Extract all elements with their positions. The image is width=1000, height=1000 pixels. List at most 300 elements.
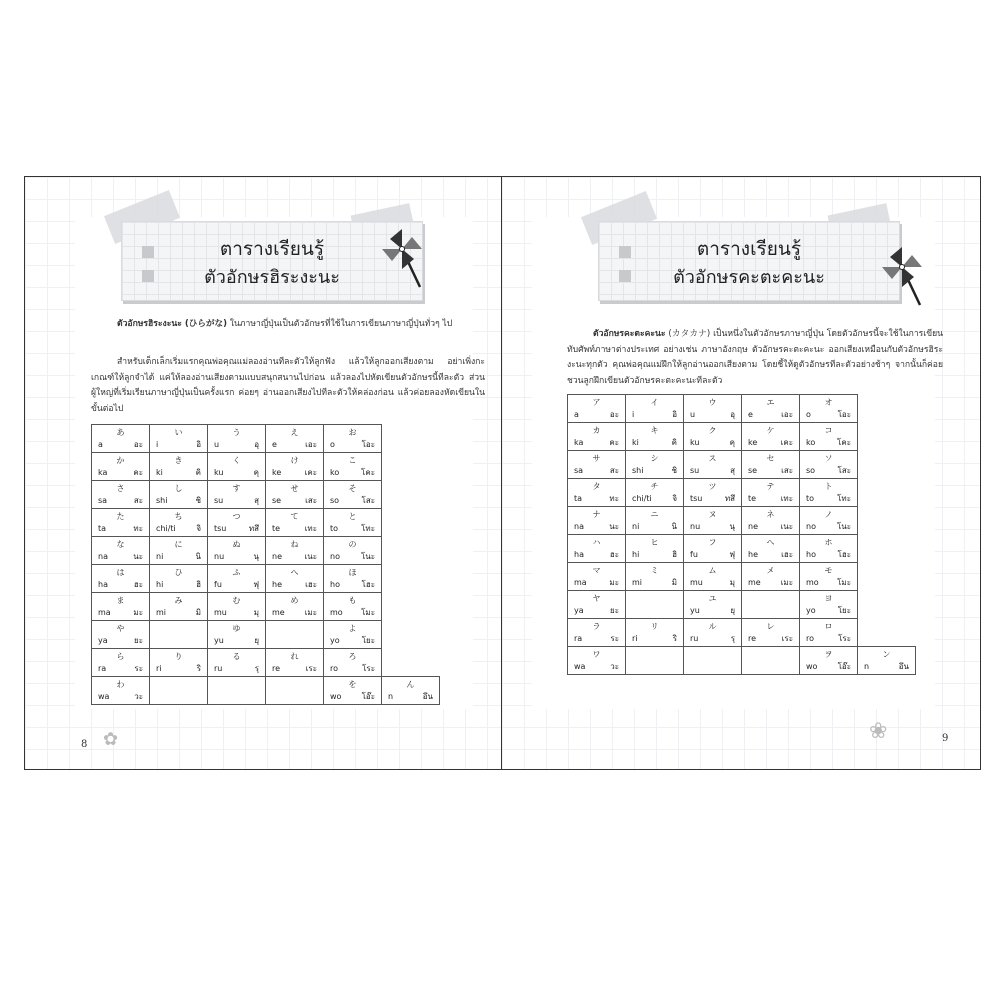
thai-reading: โฮะ	[361, 580, 375, 589]
thai-reading: โอ๊ะ	[361, 692, 375, 701]
reading-row	[92, 523, 149, 535]
thai-reading: เมะ	[780, 578, 793, 587]
thai-reading: ทสึ	[724, 494, 735, 503]
kana-cell	[684, 451, 742, 479]
romaji: ni	[156, 552, 164, 561]
kana-char: ネ	[766, 510, 775, 519]
thai-reading: ยะ	[610, 606, 619, 615]
romaji: o	[330, 440, 335, 449]
thai-reading: ทสึ	[248, 524, 259, 533]
reading-row	[626, 633, 683, 645]
kana-char: く	[232, 456, 241, 465]
romaji: na	[98, 552, 108, 561]
romaji: ma	[98, 608, 111, 617]
thai-reading: ฮะ	[133, 580, 143, 589]
kana-char: ニ	[650, 510, 659, 519]
romaji: ra	[98, 664, 107, 673]
reading-row	[150, 523, 207, 535]
kana-char: せ	[290, 484, 299, 493]
page-title: ตารางเรียนรู้	[219, 238, 325, 260]
thai-reading: นิ	[671, 522, 677, 531]
kana-cell	[800, 647, 858, 675]
kana-char: ソ	[824, 454, 833, 463]
pinwheel-icon	[880, 245, 924, 307]
reading-row	[800, 521, 857, 533]
kana-cell	[266, 565, 324, 593]
kana-char: ワ	[592, 650, 601, 659]
kana-char: ん	[406, 680, 415, 689]
page-subtitle: ตัวอักษรฮิระงะนะ	[204, 267, 340, 288]
reading-row	[92, 691, 149, 703]
thai-reading: เระ	[781, 634, 793, 643]
kana-cell	[684, 647, 742, 675]
kana-cell	[742, 647, 800, 675]
reading-row	[324, 551, 381, 563]
kana-char: る	[232, 652, 241, 661]
kana-char: ツ	[708, 482, 717, 491]
table-row	[568, 619, 916, 647]
reading-row	[92, 551, 149, 563]
romaji: no	[806, 522, 816, 531]
thai-reading: โฮะ	[837, 550, 851, 559]
reading-row	[92, 579, 149, 591]
kana-cell	[800, 451, 858, 479]
romaji: yo	[330, 636, 340, 645]
table-row	[92, 593, 440, 621]
kana-char: ら	[116, 652, 125, 661]
romaji: e	[272, 440, 277, 449]
thai-reading: คิ	[671, 438, 677, 447]
reading-row	[800, 493, 857, 505]
romaji: sa	[574, 466, 584, 475]
reading-row	[684, 577, 741, 589]
reading-row	[568, 577, 625, 589]
reading-row	[266, 663, 323, 675]
kana-cell	[684, 619, 742, 647]
romaji: me	[748, 578, 761, 587]
reading-row	[324, 663, 381, 675]
kana-char: モ	[824, 566, 833, 575]
kana-cell	[324, 537, 382, 565]
empty-space	[382, 453, 440, 481]
romaji: to	[330, 524, 339, 533]
empty-space	[858, 395, 916, 423]
thai-reading: โระ	[838, 634, 851, 643]
thai-reading: โอ๊ะ	[837, 662, 851, 671]
pinwheel-icon	[380, 227, 424, 289]
kana-char: ゆ	[232, 624, 241, 633]
romaji: ro	[806, 634, 815, 643]
kana-cell	[150, 621, 208, 649]
reading-row	[266, 551, 323, 563]
kana-char: ヌ	[708, 510, 717, 519]
romaji: se	[748, 466, 758, 475]
empty-space	[858, 535, 916, 563]
reading-row	[800, 633, 857, 645]
romaji: hi	[156, 580, 164, 589]
reading-row	[742, 521, 799, 533]
romaji: mo	[330, 608, 343, 617]
thai-reading: เอะ	[305, 440, 317, 449]
kana-cell	[800, 479, 858, 507]
thai-reading: โระ	[362, 664, 375, 673]
thai-reading: ชิ	[195, 496, 201, 505]
intro-text: (カタカナ) เป็นหนึ่งในตัวอักษรภาษาญี่ปุ่น โดยตัวอักษรนี้จะใช้ในการเขียนทับศัพท์ภาษาต่างประเทศ อย่างเช่น ภาษาอังกฤษ ตัวอักษรคะตะคะนะ ออกเสียงเหมือนกับตัวอักษรฮิระงะนะทุกตัว คุณพ่อคุณแม่ฝึกให้ลูกอ่านออกเสียงตาม โดยชี้ให้ดูตัวอักษรทีละตัวอย่างช้าๆ จากนั้นก็ค่อยชวนลูกฝึกเขียนตัวอักษรคะตะคะนะทีละตัว	[567, 329, 943, 386]
table-row	[568, 591, 916, 619]
reading-row	[208, 579, 265, 591]
romaji: ki	[632, 438, 639, 447]
kana-cell	[382, 677, 440, 705]
empty-space	[858, 619, 916, 647]
reading-row	[266, 607, 323, 619]
reading-row	[150, 439, 207, 451]
kana-char: う	[232, 428, 241, 437]
kana-char: セ	[766, 454, 775, 463]
thai-reading: มิ	[195, 608, 201, 617]
romaji: me	[272, 608, 285, 617]
thai-reading: โอะ	[361, 440, 375, 449]
kana-cell	[266, 509, 324, 537]
reading-row	[626, 521, 683, 533]
thai-reading: ฮิ	[196, 580, 201, 589]
romaji: wa	[98, 692, 110, 701]
thai-reading: ทะ	[609, 494, 619, 503]
thai-reading: เทะ	[304, 524, 317, 533]
kana-char: フ	[708, 538, 717, 547]
romaji: so	[806, 466, 816, 475]
thai-reading: อึน	[898, 662, 909, 671]
kana-cell	[568, 479, 626, 507]
kana-char: に	[174, 540, 183, 549]
romaji: tsu	[214, 524, 227, 533]
kana-cell	[568, 591, 626, 619]
thai-reading: อิ	[672, 410, 677, 419]
romaji: te	[272, 524, 281, 533]
romaji: ka	[574, 438, 584, 447]
kana-char: ね	[290, 540, 299, 549]
thai-reading: เคะ	[780, 438, 793, 447]
empty-space	[858, 563, 916, 591]
thai-reading: มุ	[253, 608, 259, 617]
romaji: nu	[214, 552, 225, 561]
kana-char: ぬ	[232, 540, 241, 549]
kana-char: チ	[650, 482, 659, 491]
table-row	[568, 451, 916, 479]
romaji: ha	[98, 580, 108, 589]
romaji: wo	[806, 662, 818, 671]
reading-row	[742, 549, 799, 561]
kana-char: ム	[708, 566, 717, 575]
thai-reading: โยะ	[361, 636, 375, 645]
table-row	[92, 537, 440, 565]
table-row	[92, 425, 440, 453]
reading-row	[208, 523, 265, 535]
thai-reading: เทะ	[780, 494, 793, 503]
romaji: chi/ti	[632, 494, 652, 503]
kana-cell	[626, 423, 684, 451]
title-banner	[598, 221, 900, 301]
kana-char: ン	[882, 650, 891, 659]
kana-cell	[800, 619, 858, 647]
kana-char: た	[116, 512, 125, 521]
thai-reading: อุ	[254, 440, 259, 449]
kana-cell	[208, 425, 266, 453]
kana-char: ひ	[174, 568, 183, 577]
thai-reading: รุ	[730, 634, 735, 643]
romaji: ke	[272, 468, 282, 477]
reading-row	[568, 493, 625, 505]
kana-char: ユ	[708, 594, 717, 603]
romaji: a	[98, 440, 103, 449]
romaji: ne	[272, 552, 282, 561]
kana-char: の	[348, 540, 357, 549]
kana-cell	[742, 535, 800, 563]
reading-row	[324, 691, 381, 703]
romaji: n	[864, 662, 870, 671]
kana-cell	[568, 451, 626, 479]
reading-row	[92, 635, 149, 647]
kana-char: ル	[708, 622, 717, 631]
kana-char: ト	[824, 482, 833, 491]
romaji: o	[806, 410, 811, 419]
kana-cell	[626, 535, 684, 563]
thai-reading: โสะ	[837, 466, 851, 475]
thai-reading: สุ	[730, 466, 735, 475]
romaji: ki	[156, 468, 163, 477]
kana-cell	[266, 425, 324, 453]
reading-row	[684, 409, 741, 421]
thai-reading: วะ	[134, 692, 143, 701]
reading-row	[800, 605, 857, 617]
kana-char: す	[232, 484, 241, 493]
kana-cell	[92, 593, 150, 621]
kana-cell	[92, 565, 150, 593]
thai-reading: ระ	[134, 664, 143, 673]
romaji: yu	[690, 606, 700, 615]
kana-cell	[684, 423, 742, 451]
empty-space	[858, 479, 916, 507]
reading-row	[800, 409, 857, 421]
reading-row	[92, 663, 149, 675]
romaji: fu	[214, 580, 222, 589]
romaji: re	[272, 664, 281, 673]
right-page	[502, 177, 980, 769]
romaji: sa	[98, 496, 108, 505]
intro-paragraph	[567, 327, 943, 389]
kana-cell	[324, 677, 382, 705]
thai-reading: ริ	[672, 634, 677, 643]
kana-char: ウ	[708, 398, 717, 407]
thai-reading: มุ	[729, 578, 735, 587]
romaji: mu	[214, 608, 227, 617]
romaji: so	[330, 496, 340, 505]
romaji: na	[574, 522, 584, 531]
thai-reading: คะ	[133, 468, 143, 477]
romaji: ni	[632, 522, 640, 531]
empty-space	[382, 649, 440, 677]
reading-row	[150, 663, 207, 675]
kana-cell	[568, 647, 626, 675]
kana-char: ス	[708, 454, 717, 463]
kana-cell	[266, 453, 324, 481]
table-row	[568, 563, 916, 591]
kana-cell	[684, 395, 742, 423]
kana-char: つ	[232, 512, 241, 521]
romaji: wo	[330, 692, 342, 701]
kana-cell	[266, 593, 324, 621]
romaji: chi/ti	[156, 524, 176, 533]
thai-reading: นะ	[609, 522, 619, 531]
kana-cell	[742, 563, 800, 591]
kana-cell	[266, 537, 324, 565]
reading-row	[208, 467, 265, 479]
romaji: ma	[574, 578, 587, 587]
palm-tree-icon: ✿	[103, 729, 119, 750]
thai-reading: ฟุ	[253, 580, 259, 589]
kana-char: め	[290, 596, 299, 605]
romaji: u	[690, 410, 696, 419]
intro-bold: ตัวอักษรฮิระงะนะ (ひらがな)	[117, 319, 228, 329]
kana-char: ケ	[766, 426, 775, 435]
kana-cell	[208, 677, 266, 705]
thai-reading: มะ	[609, 578, 619, 587]
reading-row	[208, 635, 265, 647]
romaji: he	[748, 550, 758, 559]
reading-row	[324, 523, 381, 535]
thai-reading: ฮิ	[672, 550, 677, 559]
intro-bold: ตัวอักษรคะตะคะนะ	[593, 329, 666, 339]
romaji: ku	[690, 438, 700, 447]
kana-cell	[742, 479, 800, 507]
hiragana-table	[91, 424, 440, 705]
kana-char: や	[116, 624, 125, 633]
empty-space	[858, 507, 916, 535]
reading-row	[150, 607, 207, 619]
romaji: ko	[806, 438, 816, 447]
table-row	[92, 565, 440, 593]
intro-text: ในภาษาญี่ปุ่นเป็นตัวอักษรที่ใช้ในการเขียนภาษาญี่ปุ่นทั่วๆ ไป	[227, 319, 453, 329]
romaji: to	[806, 494, 815, 503]
kana-cell	[568, 395, 626, 423]
kana-char: ま	[116, 596, 125, 605]
kana-char: へ	[290, 568, 299, 577]
reading-row	[568, 409, 625, 421]
thai-reading: โอะ	[837, 410, 851, 419]
empty-space	[382, 593, 440, 621]
kana-char: き	[174, 456, 183, 465]
reading-row	[800, 661, 857, 673]
thai-reading: โทะ	[361, 524, 375, 533]
kana-char: あ	[116, 428, 125, 437]
thai-reading: สะ	[133, 496, 143, 505]
romaji: ho	[806, 550, 816, 559]
table-row	[568, 535, 916, 563]
page-number: 8	[81, 739, 88, 750]
kana-char: け	[290, 456, 299, 465]
reading-row	[150, 495, 207, 507]
reading-row	[568, 465, 625, 477]
kana-char: サ	[592, 454, 601, 463]
kana-char: よ	[348, 624, 357, 633]
reading-row	[266, 439, 323, 451]
thai-reading: ริ	[196, 664, 201, 673]
thai-reading: มิ	[671, 578, 677, 587]
kana-char: い	[174, 428, 183, 437]
kana-char: も	[348, 596, 357, 605]
romaji: ha	[574, 550, 584, 559]
reading-row	[150, 467, 207, 479]
kana-cell	[266, 649, 324, 677]
kana-cell	[208, 593, 266, 621]
romaji: fu	[690, 550, 698, 559]
table-row	[92, 649, 440, 677]
reading-row	[208, 495, 265, 507]
table-row	[568, 479, 916, 507]
kana-cell	[266, 621, 324, 649]
reading-row	[324, 635, 381, 647]
reading-row	[208, 663, 265, 675]
kana-cell	[324, 649, 382, 677]
thai-reading: อะ	[133, 440, 143, 449]
reading-row	[858, 661, 915, 673]
thai-reading: เฮะ	[781, 550, 793, 559]
kana-cell	[150, 509, 208, 537]
kana-cell	[568, 423, 626, 451]
romaji: su	[690, 466, 700, 475]
romaji: yu	[214, 636, 224, 645]
reading-row	[800, 549, 857, 561]
reading-row	[568, 605, 625, 617]
kana-cell	[208, 649, 266, 677]
reading-row	[92, 467, 149, 479]
thai-reading: โยะ	[837, 606, 851, 615]
reading-row	[92, 607, 149, 619]
romaji: ra	[574, 634, 583, 643]
thai-reading: ยุ	[730, 606, 735, 615]
thai-reading: เสะ	[305, 496, 317, 505]
kana-char: ノ	[824, 510, 833, 519]
reading-row	[208, 439, 265, 451]
reading-row	[626, 577, 683, 589]
kana-cell	[742, 619, 800, 647]
empty-space	[382, 425, 440, 453]
thai-reading: จิ	[672, 494, 677, 503]
kana-char: ク	[708, 426, 717, 435]
kana-cell	[800, 507, 858, 535]
thai-reading: อึน	[422, 692, 433, 701]
kana-char: コ	[824, 426, 833, 435]
kana-cell	[150, 481, 208, 509]
kana-cell	[324, 509, 382, 537]
kana-cell	[92, 425, 150, 453]
reading-row	[800, 465, 857, 477]
romaji: u	[214, 440, 220, 449]
romaji: shi	[156, 496, 168, 505]
reading-row	[92, 495, 149, 507]
kana-cell	[742, 395, 800, 423]
reading-row	[742, 409, 799, 421]
kana-cell	[92, 677, 150, 705]
reading-row	[266, 467, 323, 479]
kana-char: エ	[766, 398, 775, 407]
thai-reading: ทะ	[133, 524, 143, 533]
empty-space	[858, 591, 916, 619]
kana-cell	[568, 563, 626, 591]
reading-row	[568, 549, 625, 561]
romaji: he	[272, 580, 282, 589]
kana-cell	[150, 453, 208, 481]
kana-cell	[800, 563, 858, 591]
